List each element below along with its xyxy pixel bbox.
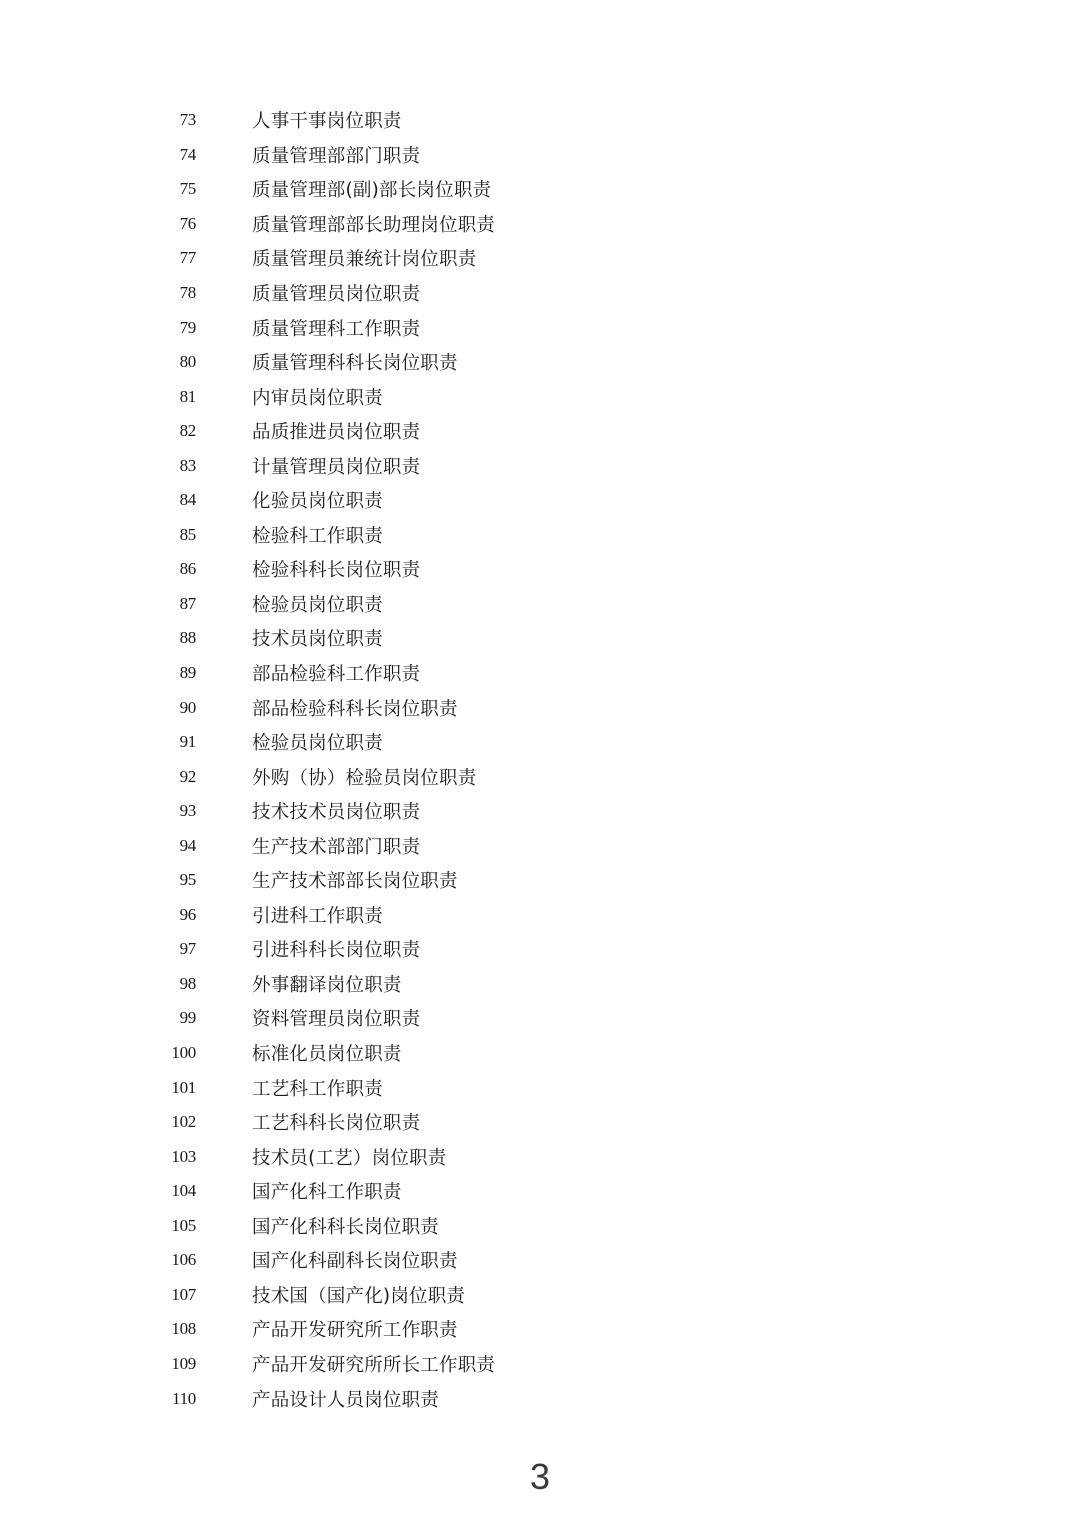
toc-entry — [0, 1381, 1080, 1416]
toc-entry-title: 质量管理部部门职责 — [252, 145, 421, 167]
toc-entry-number: 93 — [179, 801, 196, 821]
toc-entry-number: 92 — [179, 766, 196, 786]
toc-entry — [0, 1174, 1080, 1209]
toc-entry-number: 86 — [179, 559, 196, 579]
toc-entry-title: 技术国（国产化)岗位职责 — [252, 1285, 466, 1307]
toc-entry-title: 引进科工作职责 — [252, 905, 383, 927]
toc-entry-number: 109 — [171, 1353, 196, 1373]
toc-entry — [0, 1001, 1080, 1036]
toc-entry-number: 104 — [171, 1181, 196, 1201]
toc-entry-number: 110 — [172, 1388, 196, 1408]
toc-entry-title: 人事干事岗位职责 — [252, 111, 402, 133]
toc-entry — [0, 1347, 1080, 1382]
toc-entry — [0, 518, 1080, 553]
toc-entry-title: 工艺科科长岗位职责 — [252, 1113, 421, 1135]
toc-entry-title: 检验科科长岗位职责 — [252, 560, 421, 582]
toc-entry — [0, 172, 1080, 207]
toc-entry — [0, 759, 1080, 794]
toc-entry — [0, 483, 1080, 518]
toc-entry-number: 91 — [179, 732, 196, 752]
toc-entry — [0, 932, 1080, 967]
toc-entry-title: 技术技术员岗位职责 — [252, 802, 421, 824]
toc-entry-number: 76 — [179, 213, 196, 233]
toc-entry — [0, 1209, 1080, 1244]
toc-entry-title: 外购（协）检验员岗位职责 — [252, 767, 477, 789]
toc-entry-number: 75 — [179, 179, 196, 199]
toc-entry-number: 90 — [179, 697, 196, 717]
toc-entry-number: 100 — [171, 1043, 196, 1063]
toc-entry-title: 质量管理员岗位职责 — [252, 284, 421, 305]
toc-entry-number: 80 — [179, 352, 196, 372]
toc-entry-number: 87 — [179, 593, 196, 613]
toc-entry — [0, 967, 1080, 1002]
toc-entry — [0, 241, 1080, 276]
toc-entry — [0, 1278, 1080, 1313]
toc-entry-title: 检验科工作职责 — [252, 525, 383, 547]
toc-entry-title: 质量管理员兼统计岗位职责 — [252, 249, 477, 271]
toc-entry — [0, 207, 1080, 242]
toc-entry — [0, 448, 1080, 483]
toc-entry-number: 101 — [171, 1077, 196, 1097]
toc-entry-title: 质量管理科工作职责 — [252, 318, 421, 340]
toc-entry-number: 105 — [171, 1215, 196, 1235]
toc-entry-number: 81 — [179, 386, 196, 406]
toc-entry-title: 内审员岗位职责 — [252, 387, 383, 409]
toc-entry-number: 83 — [179, 455, 196, 475]
page-number: 3 — [529, 1456, 551, 1497]
toc-entry — [0, 828, 1080, 863]
toc-entry-title: 部品检验科工作职责 — [252, 664, 421, 686]
toc-entry-number: 78 — [179, 283, 196, 302]
toc-entry — [0, 310, 1080, 345]
toc-entry-title: 生产技术部部长岗位职责 — [252, 871, 458, 893]
toc-entry-title: 质量管理部(副)部长岗位职责 — [252, 180, 492, 202]
toc-entry-title: 生产技术部部门职责 — [252, 836, 421, 858]
toc-entry — [0, 379, 1080, 414]
toc-entry-title: 标准化员岗位职责 — [252, 1044, 402, 1066]
toc-entry-number: 88 — [179, 628, 196, 648]
toc-entry — [0, 138, 1080, 173]
toc-entry-title: 品质推进员岗位职责 — [252, 422, 421, 444]
toc-entry-number: 95 — [179, 870, 196, 890]
toc-entry-title: 部品检验科科长岗位职责 — [252, 698, 458, 720]
toc-entry — [0, 276, 1080, 311]
toc-entry-number: 79 — [179, 317, 196, 337]
toc-entry — [0, 1070, 1080, 1105]
toc-entry-title: 计量管理员岗位职责 — [252, 456, 421, 478]
toc-entry — [0, 690, 1080, 725]
toc-entry-title: 产品开发研究所所长工作职责 — [252, 1354, 496, 1376]
toc-entry-title: 引进科科长岗位职责 — [252, 940, 421, 962]
toc-entry-title: 产品开发研究所工作职责 — [252, 1320, 458, 1342]
toc-entry — [0, 794, 1080, 829]
toc-entry-title: 质量管理部部长助理岗位职责 — [252, 214, 496, 236]
toc-entry-title: 国产化科工作职责 — [252, 1182, 402, 1204]
toc-entry-title: 国产化科副科长岗位职责 — [252, 1251, 458, 1273]
toc-entry-title: 外事翻译岗位职责 — [252, 974, 402, 996]
toc-entry — [0, 1036, 1080, 1071]
toc-entry — [0, 1312, 1080, 1347]
toc-entry-number: 74 — [179, 144, 196, 164]
toc-entry — [0, 587, 1080, 622]
toc-entry-title: 工艺科工作职责 — [252, 1078, 383, 1100]
toc-entry — [0, 863, 1080, 898]
toc-entry-number: 108 — [171, 1319, 196, 1339]
toc-entry-number: 77 — [179, 248, 196, 268]
toc-entry — [0, 103, 1080, 138]
toc-entry-title: 质量管理科科长岗位职责 — [252, 353, 458, 375]
toc-entry — [0, 1105, 1080, 1140]
toc-entry — [0, 1243, 1080, 1278]
toc-entry — [0, 1139, 1080, 1174]
toc-entry-number: 85 — [179, 524, 196, 544]
toc-entry — [0, 621, 1080, 656]
toc-entry-title: 检验员岗位职责 — [252, 733, 383, 755]
toc-entry-title: 技术员(工艺）岗位职责 — [252, 1147, 447, 1169]
toc-entry-number: 106 — [171, 1250, 196, 1270]
toc-entry-number: 96 — [179, 904, 196, 924]
toc-entry-number: 107 — [171, 1284, 196, 1304]
toc-entry-number: 99 — [179, 1008, 196, 1028]
toc-entry — [0, 898, 1080, 933]
toc-entry-title: 化验员岗位职责 — [252, 491, 383, 513]
toc-entry — [0, 656, 1080, 691]
toc-entry-title: 产品设计人员岗位职责 — [252, 1389, 440, 1411]
toc-entry-number: 82 — [179, 421, 196, 441]
table-of-contents — [0, 103, 1080, 1416]
toc-entry-number: 97 — [179, 939, 196, 959]
toc-entry — [0, 552, 1080, 587]
toc-entry — [0, 725, 1080, 760]
toc-entry-number: 102 — [171, 1112, 196, 1132]
toc-entry-number: 84 — [179, 490, 196, 510]
toc-entry-number: 103 — [171, 1146, 196, 1166]
toc-entry-number: 73 — [179, 110, 196, 130]
toc-entry — [0, 345, 1080, 380]
toc-entry-number: 89 — [179, 663, 196, 683]
toc-entry-title: 技术员岗位职责 — [252, 629, 383, 651]
toc-entry-title: 资料管理员岗位职责 — [252, 1009, 421, 1031]
toc-entry-title: 国产化科科长岗位职责 — [252, 1216, 440, 1238]
toc-entry-number: 98 — [179, 973, 196, 993]
toc-entry-number: 94 — [179, 835, 196, 855]
toc-entry — [0, 414, 1080, 449]
toc-entry-title: 检验员岗位职责 — [252, 594, 383, 616]
